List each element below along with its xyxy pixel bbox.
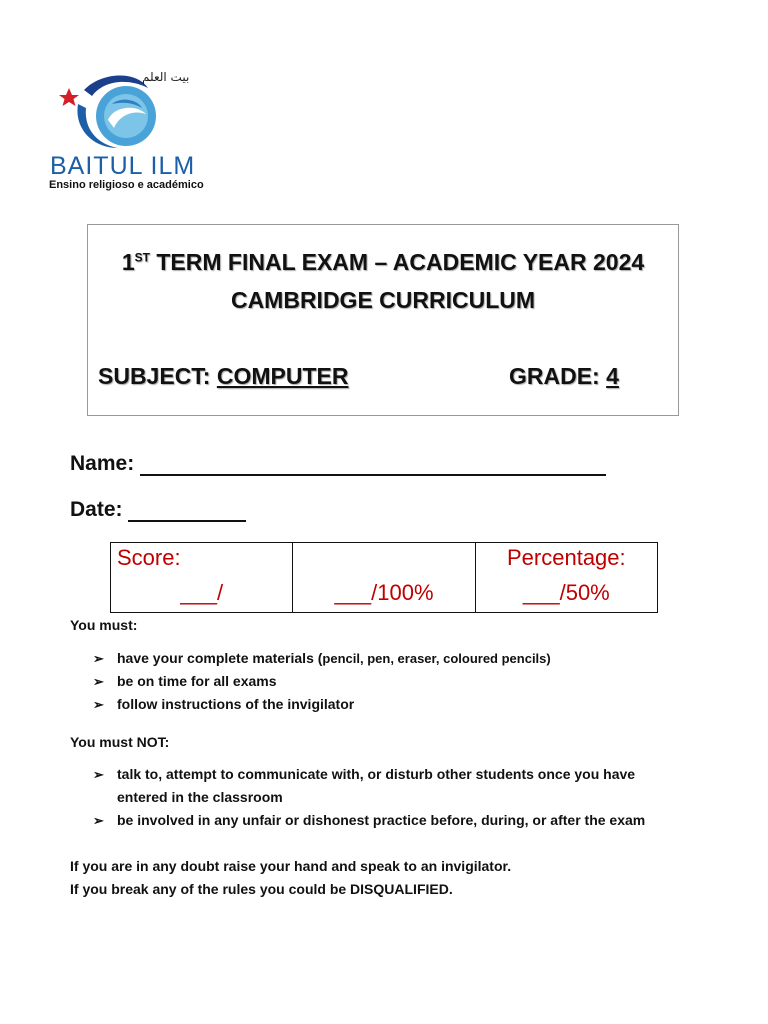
exam-title: 1ST TERM FINAL EXAM – ACADEMIC YEAR 2024: [121, 249, 645, 275]
list-item: ➢ be involved in any unfair or dishonest practice before, during, or after the exam: [93, 809, 673, 832]
disqualify-note: If you break any of the rules you could be DISQUALIFIED.: [70, 881, 453, 897]
score-cell[interactable]: [111, 543, 293, 613]
school-logo: [49, 70, 216, 195]
exam-header-box: [87, 224, 679, 416]
name-field[interactable]: Name:: [70, 452, 606, 476]
score-blank: ___/: [180, 580, 224, 605]
list-item: ➢ talk to, attempt to communicate with, or disturb other students once you have entered in the classroom: [93, 763, 673, 809]
must-not-list: [93, 763, 673, 832]
doubt-note: If you are in any doubt raise your hand and speak to an invigilator.: [70, 858, 512, 874]
fifty-blank: ___/50%: [522, 580, 610, 605]
score-table: [110, 542, 658, 613]
list-item: ➢ have your complete materials (pencil, pen, eraser, coloured pencils): [93, 647, 673, 670]
arrow-bullet-icon: ➢: [93, 651, 104, 666]
list-item: ➢ be on time for all exams: [93, 670, 673, 693]
curriculum-title: CAMBRIDGE CURRICULUM: [230, 287, 536, 313]
arrow-bullet-icon: ➢: [93, 674, 104, 689]
must-heading: You must:: [70, 617, 138, 633]
percentage-label: Percentage:: [507, 545, 626, 570]
subject-value: COMPUTER: [216, 363, 349, 389]
arrow-bullet-icon: ➢: [93, 813, 104, 828]
date-blank-line[interactable]: [128, 500, 246, 522]
arrow-bullet-icon: ➢: [93, 767, 104, 782]
date-field[interactable]: Date:: [70, 498, 246, 522]
logo-tagline: Ensino religioso e académico: [49, 179, 204, 191]
subject-line: SUBJECT: COMPUTER: [98, 363, 349, 389]
grade-value: 4: [606, 363, 619, 389]
hundred-blank: ___/100%: [334, 580, 434, 605]
list-item: ➢ follow instructions of the invigilator: [93, 693, 673, 716]
score-label: Score:: [117, 545, 181, 570]
logo-brand-name: BAITUL ILM: [50, 152, 196, 180]
name-blank-line[interactable]: [140, 454, 606, 476]
grade-line: GRADE: 4: [509, 363, 619, 389]
percentage-cell[interactable]: [475, 543, 657, 613]
must-not-heading: You must NOT:: [70, 734, 170, 750]
must-list: [93, 647, 673, 716]
logo-arabic-text: بيت العلم: [142, 70, 190, 84]
arrow-bullet-icon: ➢: [93, 697, 104, 712]
hundred-cell[interactable]: [293, 543, 475, 613]
